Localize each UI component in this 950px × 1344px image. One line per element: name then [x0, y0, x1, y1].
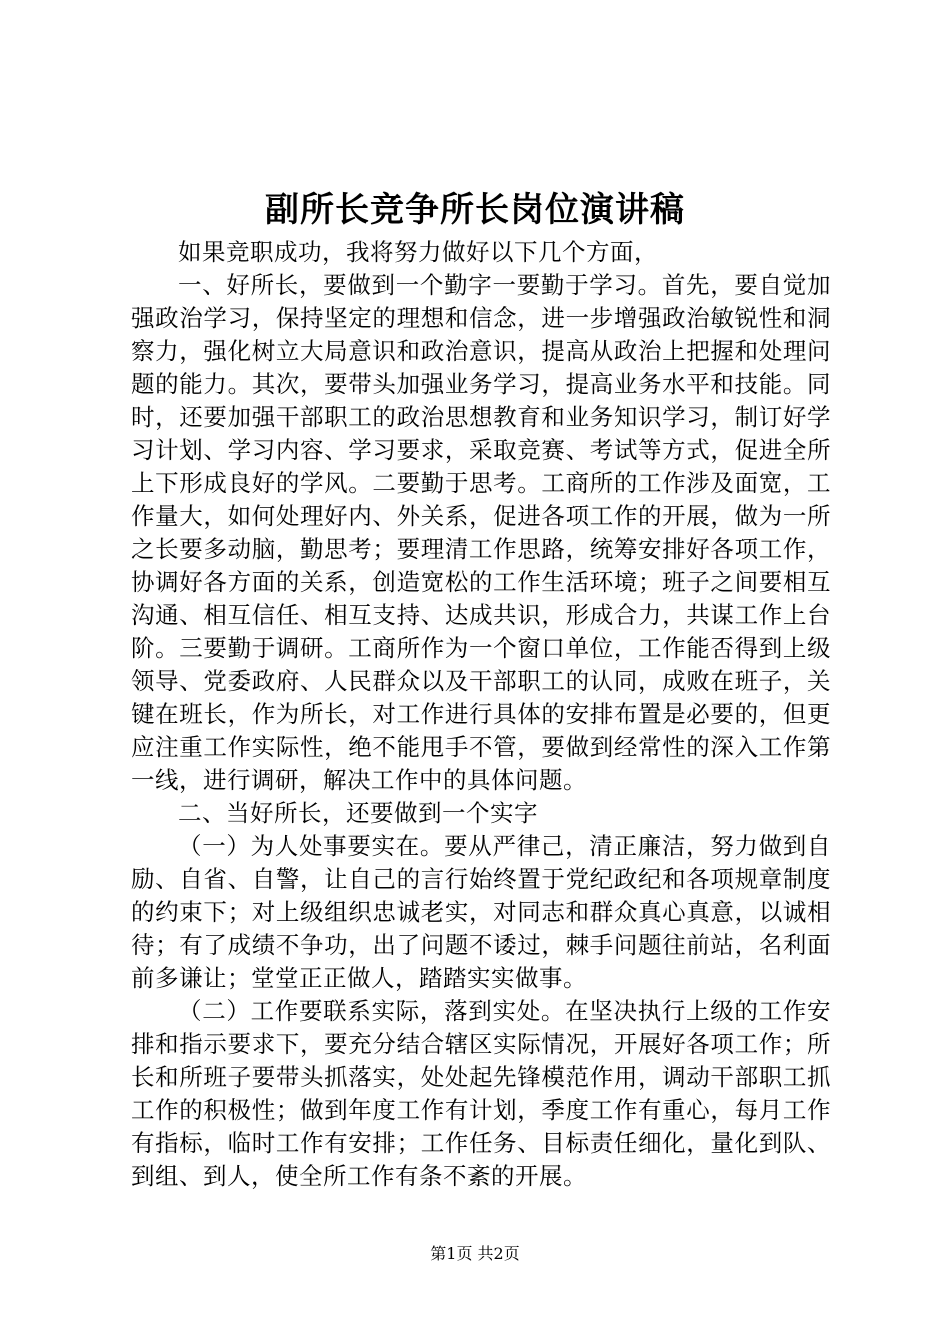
document-title: 副所长竞争所长岗位演讲稿 [265, 190, 685, 230]
paragraph-intro: 如果竞职成功，我将努力做好以下几个方面， [178, 238, 658, 266]
page-number-footer: 第1页 共2页 [430, 1244, 520, 1263]
document-body [131, 236, 831, 1193]
paragraph-subsection-one: （一）为人处事要实在。要从严律己，清正廉洁，努力做到自励、自省、自警，让自己的言行始终置于党纪政纪和各项规章制度的约束下；对上级组织忠诚老实，对同志和群众真心真意，以诚相待；有了成绩不争功，出了问题不诿过，棘手问题往前站，名利面前多谦让；堂堂正正做人，踏踏实实做事。 [131, 832, 831, 992]
paragraph-section-two-heading: 二、当好所长，还要做到一个实字 [178, 799, 538, 827]
paragraph-subsection-two: （二）工作要联系实际，落到实处。在坚决执行上级的工作安排和指示要求下，要充分结合辖区实际情况，开展好各项工作；所长和所班子要带头抓落实，处处起先锋模范作用，调动干部职工抓工作的积极性；做到年度工作有计划，季度工作有重心，每月工作有指标，临时工作有安排；工作任务、目标责任细化，量化到队、到组、到人，使全所工作有条不紊的开展。 [131, 997, 831, 1190]
paragraph-section-one: 一、好所长，要做到一个勤字一要勤于学习。首先，要自觉加强政治学习，保持坚定的理想和信念，进一步增强政治敏锐性和洞察力，强化树立大局意识和政治意识，提高从政治上把握和处理问题的能力。其次，要带头加强业务学习，提高业务水平和技能。同时，还要加强干部职工的政治思想教育和业务知识学习，制订好学习计划、学习内容、学习要求，采取竞赛、考试等方式，促进全所上下形成良好的学风。二要勤于思考。工商所的工作涉及面宽，工作量大，如何处理好内、外关系，促进各项工作的开展，做为一所之长要多动脑，勤思考；要理清工作思路，统筹安排好各项工作，协调好各方面的关系，创造宽松的工作生活环境；班子之间要相互沟通、相互信任、相互支持、达成共识，形成合力，共谋工作上台阶。三要勤于调研。工商所作为一个窗口单位，工作能否得到上级领导、党委政府、人民群众以及干部职工的认同，成败在班子，关键在班长，作为所长，对工作进行具体的安排布置是必要的，但更应注重工作实际性，绝不能甩手不管，要做到经常性的深入工作第一线，进行调研，解决工作中的具体问题。 [131, 271, 831, 794]
